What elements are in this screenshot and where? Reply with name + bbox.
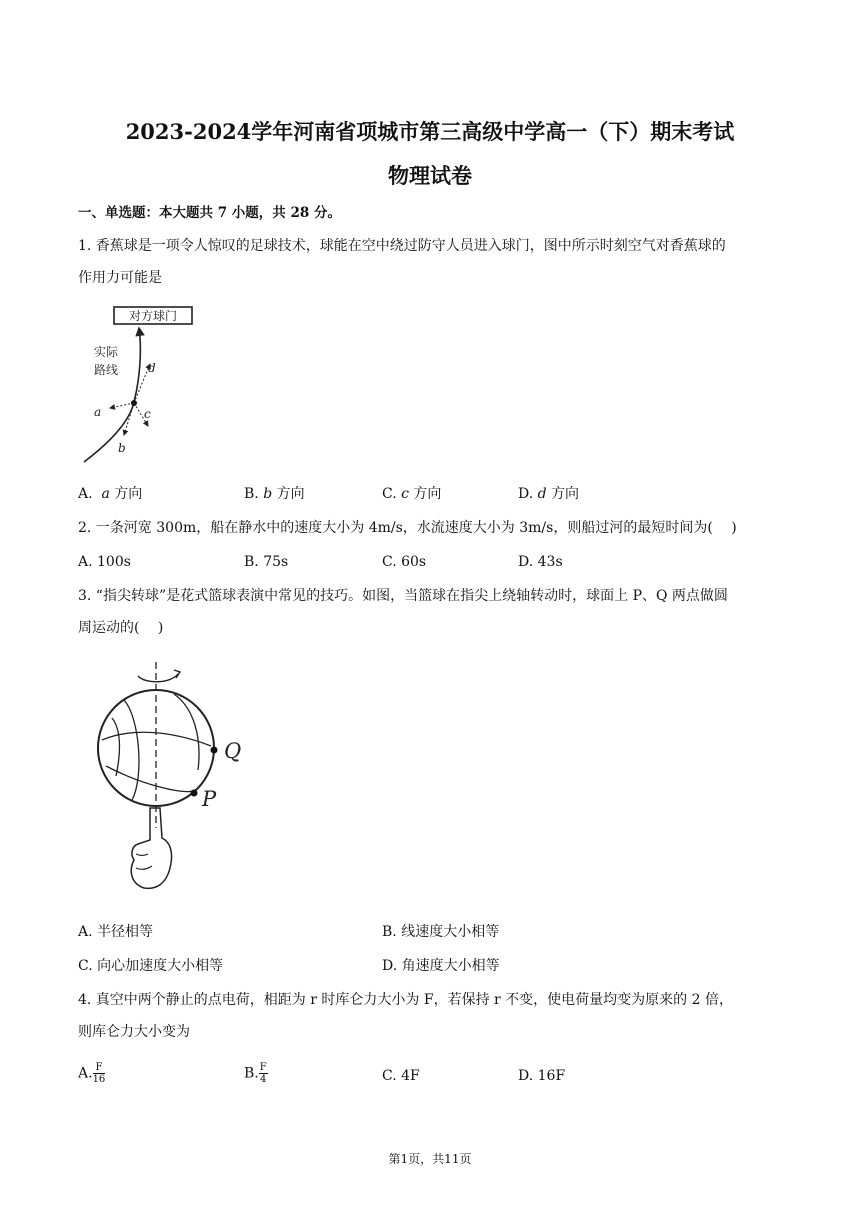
q1-option-c[interactable]: C. c 方向 [382, 486, 442, 502]
q3-text-line-1: 3. “指尖转球”是花式篮球表演中常见的技巧。如图，当篮球在指尖上绕轴转动时，球面上 P、Q 两点做圆 [78, 588, 728, 604]
label-d: d [148, 361, 156, 375]
q1-text-line-1: 1. 香蕉球是一项令人惊叹的足球技术，球能在空中绕过防守人员进入球门，图中所示时刻空气对香蕉球的 [78, 238, 726, 254]
path-label-1: 实际 [93, 345, 119, 359]
label-c: c [144, 407, 151, 421]
label-p: P [202, 787, 217, 811]
q3-option-d[interactable]: D. 角速度大小相等 [382, 958, 500, 974]
arrow-a [110, 403, 134, 408]
q1-option-a[interactable]: A. a 方向 [78, 486, 143, 502]
q3-text-line-2: 周运动的( ) [78, 620, 164, 636]
q1-option-b[interactable]: B. b 方向 [244, 486, 305, 502]
label-a: a [94, 405, 102, 419]
q2-option-c[interactable]: C. 60s [382, 554, 427, 570]
rotation-arrow [138, 674, 178, 682]
title-line-1: 2023-2024学年河南省项城市第三高级中学高一（下）期末考试 [125, 119, 735, 144]
label-b: b [118, 441, 126, 455]
q4-option-a[interactable]: A. $\frac{F}{16}$ [78, 1062, 106, 1085]
q4-option-c[interactable]: C. 4F [382, 1068, 420, 1084]
title-line-2: 物理试卷 [388, 163, 472, 188]
q3-option-b[interactable]: B. 线速度大小相等 [382, 924, 500, 940]
q2-option-b[interactable]: B. 75s [244, 554, 289, 570]
banana-kick-figure [78, 300, 208, 470]
q4-text-line-1: 4. 真空中两个静止的点电荷，相距为 r 时库仑力大小为 F，若保持 r 不变，使电荷量均变为原来的 2 倍， [78, 992, 733, 1008]
q3-option-c[interactable]: C. 向心加速度大小相等 [78, 958, 224, 974]
q4-option-b[interactable]: B. $\frac{F}{4}$ [244, 1062, 267, 1085]
point-q [211, 747, 218, 754]
finger-spin-basketball-figure [90, 658, 270, 898]
q2-option-a[interactable]: A. 100s [78, 554, 131, 570]
section-heading: 一、单选题：本大题共 7 小题，共 28 分。 [78, 205, 341, 221]
q2-text: 2. 一条河宽 300m，船在静水中的速度大小为 4m/s，水流速度大小为 3m/s，则船过河的最短时间为( ) [78, 520, 737, 536]
arrow-b [124, 403, 134, 435]
q1-text-line-2: 作用力可能是 [78, 270, 162, 286]
label-q: Q [224, 739, 242, 763]
q4-text-line-2: 则库仑力大小变为 [78, 1024, 190, 1040]
finger-hand [131, 808, 171, 888]
page-footer: 第1页，共11页 [388, 1152, 472, 1166]
q2-option-d[interactable]: D. 43s [518, 554, 563, 570]
point-p [191, 790, 198, 797]
q3-option-a[interactable]: A. 半径相等 [78, 924, 154, 940]
q1-option-d[interactable]: D. d 方向 [518, 486, 580, 502]
q4-option-d[interactable]: D. 16F [518, 1068, 566, 1084]
goal-label: 对方球门 [128, 309, 178, 323]
path-label-2: 路线 [93, 363, 119, 377]
